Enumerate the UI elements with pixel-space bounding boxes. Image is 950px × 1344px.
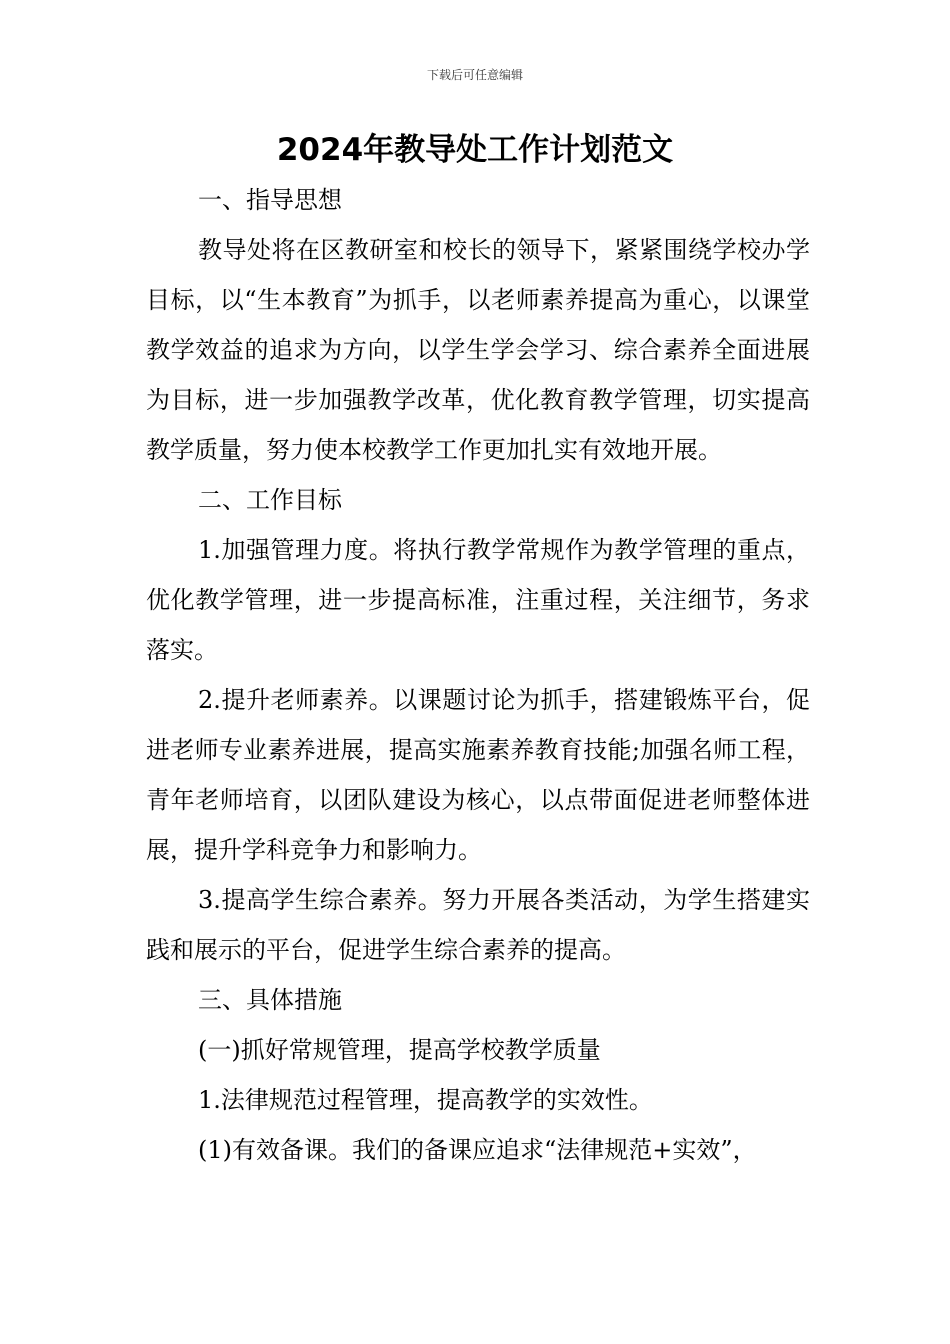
heading-work-goals: 二、工作目标 [198,486,342,514]
paragraph-process-management: 1.法律规范过程管理，提高教学的实效性。 [198,1086,653,1114]
paragraph-guiding-ideology: 教导处将在区教研室和校长的领导下，紧紧围绕学校办学目标，以“生本教育”为抓手，以老师素养提高为重心，以课堂教学效益的追求为方向，以学生学会学习、综合素养全面进展为目标，进一步加强教学改革，优化教育教学管理，切实提高教学质量，努力使本校教学工作更加扎实有效地开展。 [146,236,810,464]
document-body [146,175,810,1175]
subheading-routine-management: (一)抓好常规管理，提高学校教学质量 [198,1036,601,1064]
document-title: 2024年教导处工作计划范文 [276,132,674,168]
heading-guiding-ideology: 一、指导思想 [198,186,342,214]
header-note: 下载后可任意编辑 [426,68,523,82]
heading-specific-measures: 三、具体措施 [198,986,342,1014]
paragraph-goal-2: 2.提升老师素养。以课题讨论为抓手，搭建锻炼平台，促进老师专业素养进展，提高实施素养教育技能;加强名师工程，青年老师培育，以团队建设为核心，以点带面促进老师整体进展，提升学科竞争力和影响力。 [146,686,810,864]
paragraph-goal-3: 3.提高学生综合素养。努力开展各类活动，为学生搭建实践和展示的平台，促进学生综合素养的提高。 [146,886,810,964]
paragraph-goal-1: 1.加强管理力度。将执行教学常规作为教学管理的重点，优化教学管理，进一步提高标准，注重过程，关注细节，务求落实。 [146,536,810,664]
paragraph-effective-lesson-prep: (1)有效备课。我们的备课应追求“法律规范+实效”， [198,1136,757,1164]
